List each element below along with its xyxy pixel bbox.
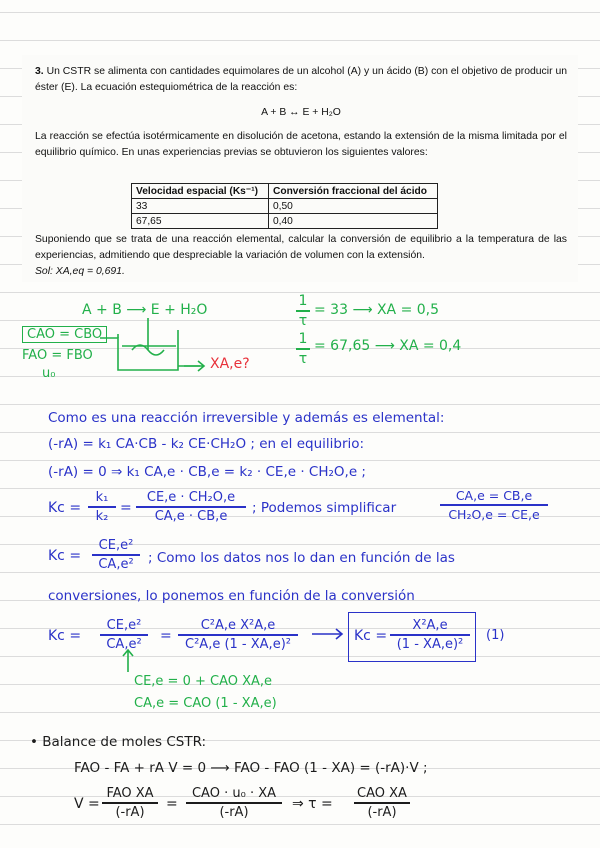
fraction-denominator: (-rA) xyxy=(219,804,249,820)
hw-ca-definition: CA,e = CAO (1 - XA,e) xyxy=(134,696,277,711)
hw-equals: = xyxy=(120,500,132,516)
table-cell: 0,40 xyxy=(269,214,438,229)
solution-text: Sol: XA,eq = 0,691. xyxy=(35,266,125,277)
fraction-numerator: CE,e² xyxy=(98,538,134,553)
fraction-numerator: CA,e = CB,e xyxy=(455,488,533,503)
hw-v-fraction xyxy=(102,786,158,820)
hw-v-label: V = xyxy=(74,796,100,812)
hw-equation-number: (1) xyxy=(486,628,505,643)
fraction-denominator: C²A,e (1 - XA,e)² xyxy=(185,636,291,652)
fraction-numerator: X²A,e xyxy=(412,618,448,633)
fraction-denominator: CA,e² xyxy=(98,556,134,572)
hw-line-irreversible: Como es una reacción irreversible y además es elemental: xyxy=(48,410,445,426)
hw-mole-balance: FAO - FA + rA V = 0 ⟶ FAO - FAO (1 - XA) = (-rA)·V ; xyxy=(74,760,428,776)
hw-boxed-fraction xyxy=(390,618,470,652)
hw-tau-fraction xyxy=(354,786,410,820)
fraction-denominator: (-rA) xyxy=(367,804,397,820)
fraction-numerator: 1 xyxy=(298,331,308,347)
problem-number: 3. xyxy=(35,66,44,77)
hw-rate-law: (-rA) = k₁ CA·CB - k₂ CE·CH₂O ; en el equilibrio: xyxy=(48,436,365,452)
hw-concentration-ratio xyxy=(136,490,246,524)
problem-intro-text: Un CSTR se alimenta con cantidades equimolares de un alcohol (A) y un ácido (B) con el objetivo de producir un éster (E). La ecuación estequiométrica de la reacción es: xyxy=(35,66,567,94)
hw-kc3-label: Kc = xyxy=(48,628,82,644)
fraction-denominator: (1 - XA,e)² xyxy=(396,636,464,652)
table-cell: 33 xyxy=(132,199,269,214)
fraction-denominator: CA,e · CB,e xyxy=(154,508,228,524)
hw-equals: = xyxy=(166,796,178,812)
hw-kc3-conversion-fraction xyxy=(178,618,298,652)
hw-inverse-tau-1 xyxy=(296,293,310,329)
fraction-numerator: CE,e² xyxy=(106,618,142,633)
table-cell: 67,65 xyxy=(132,214,269,229)
hw-k-ratio xyxy=(88,490,116,524)
hw-feed-molar-flow: FAO = FBO xyxy=(22,348,93,363)
fraction-denominator: τ xyxy=(298,350,308,367)
hw-reaction: A + B ⟶ E + H₂O xyxy=(82,302,208,318)
hw-boxed-kc-label: Kc = xyxy=(354,628,388,644)
fraction-denominator: CH₂O,e = CE,e xyxy=(448,506,540,522)
hw-equals: = xyxy=(160,628,172,644)
reactor-vessel-icon xyxy=(100,318,200,370)
table-cell: 0,50 xyxy=(269,199,438,214)
arrow-icon xyxy=(310,624,346,644)
hw-simplification xyxy=(440,488,548,522)
hw-line-conversion: conversiones, lo ponemos en función de la conversión xyxy=(48,588,415,604)
hw-space-velocity-2: = 67,65 ⟶ XA = 0,4 xyxy=(314,338,462,354)
hw-v-fraction-expanded xyxy=(186,786,282,820)
hw-inverse-tau-2 xyxy=(296,331,310,367)
hw-space-velocity-1: = 33 ⟶ XA = 0,5 xyxy=(314,302,440,318)
hw-ce-definition: CE,e = 0 + CAO XA,e xyxy=(134,674,273,689)
arrow-up-icon xyxy=(120,646,136,674)
problem-paragraph-2: La reacción se efectúa isotérmicamente en disolución de acetona, estando la extensión de la misma limitada por el equilibrio químico. En unas experiencias previas se obtuvieron los siguientes valores: xyxy=(35,131,567,159)
hw-volumetric-flow: u₀ xyxy=(42,366,56,381)
hw-unknown-conversion: XA,e? xyxy=(210,356,250,372)
hw-kc2-fraction xyxy=(92,538,140,572)
fraction-numerator: FAO XA xyxy=(106,786,154,801)
hw-tau-label: ⇒ τ = xyxy=(292,796,333,812)
table-header: Conversión fraccional del ácido xyxy=(269,184,438,199)
hw-equilibrium: (-rA) = 0 ⇒ k₁ CA,e · CB,e = k₂ · CE,e · CH₂O,e ; xyxy=(48,464,366,480)
hw-balance-title: • Balance de moles CSTR: xyxy=(30,734,207,750)
reaction-equation: A + B ↔ E + H₂O xyxy=(261,107,341,118)
table-header: Velocidad espacial (Ks⁻¹) xyxy=(132,184,269,199)
hw-line-data: ; Como los datos nos lo dan en función de las xyxy=(148,550,455,566)
fraction-numerator: k₁ xyxy=(95,490,109,505)
arrow-icon xyxy=(184,361,204,371)
hw-feed-concentration: CAO = CBO xyxy=(22,326,107,343)
fraction-numerator: C²A,e X²A,e xyxy=(200,618,276,633)
fraction-denominator: CA,e² xyxy=(106,636,142,652)
fraction-denominator: k₂ xyxy=(95,508,109,524)
fraction-denominator: (-rA) xyxy=(115,804,145,820)
hw-simplify: ; Podemos simplificar xyxy=(252,500,397,516)
fraction-denominator: τ xyxy=(298,312,308,329)
fraction-numerator: 1 xyxy=(298,293,308,309)
fraction-numerator: CAO XA xyxy=(357,786,407,801)
fraction-numerator: CAO · u₀ · XA xyxy=(191,786,277,801)
problem-paragraph-3: Suponiendo que se trata de una reacción elemental, calcular la conversión de equilibrio a la temperatura de las experiencias, admitiendo que despreciable la variación de volumen con la extensión. xyxy=(35,234,567,262)
hw-kc2-label: Kc = xyxy=(48,548,82,564)
hw-kc-label: Kc = xyxy=(48,500,82,516)
fraction-numerator: CE,e · CH₂O,e xyxy=(146,490,236,505)
